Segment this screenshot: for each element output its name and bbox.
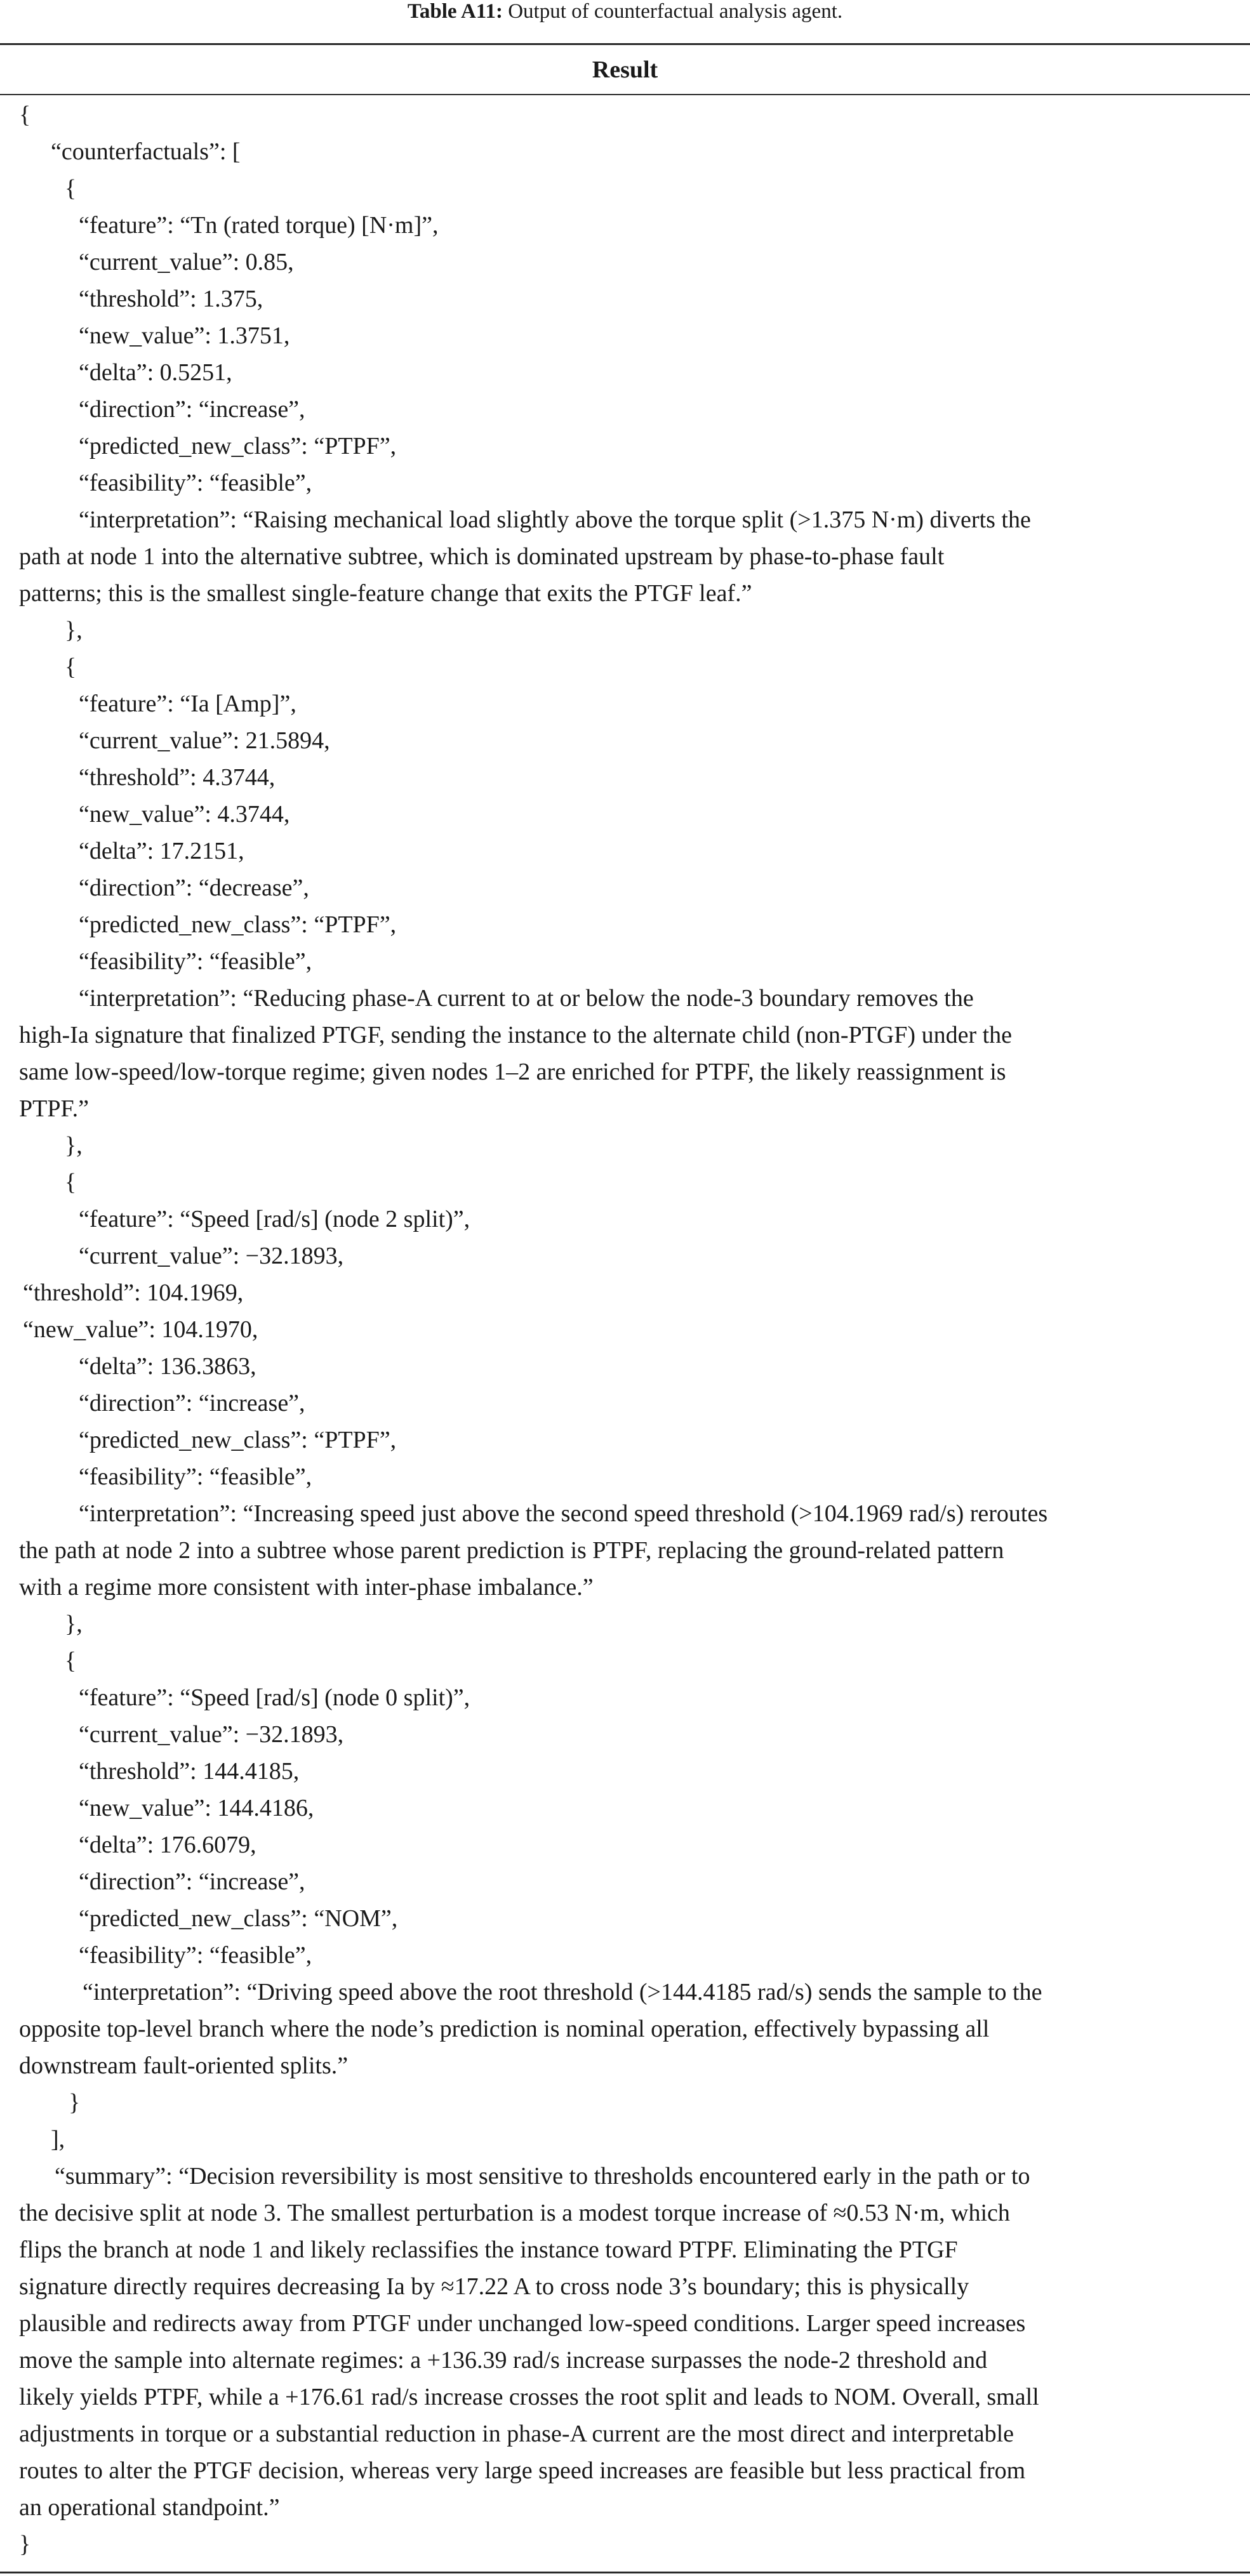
result-line: “new_value”: 104.1970, xyxy=(23,1316,258,1343)
result-line: “counterfactuals”: [ xyxy=(51,138,241,165)
result-line: “predicted_new_class”: “NOM”, xyxy=(79,1905,398,1932)
result-line: “feature”: “Tn (rated torque) [N·m]”, xyxy=(79,212,439,239)
result-line: opposite top-level branch where the node’s prediction is nominal operation, effectively bypassing all xyxy=(19,2016,990,2042)
result-line: “predicted_new_class”: “PTPF”, xyxy=(79,433,397,459)
result-line: “feature”: “Speed [rad/s] (node 0 split)”, xyxy=(79,1684,470,1711)
result-line: “direction”: “increase”, xyxy=(79,396,305,423)
result-line: signature directly requires decreasing Ia by ≈17.22 A to cross node 3’s boundary; this is physically xyxy=(19,2273,969,2300)
result-line: likely yields PTPF, while a +176.61 rad/s increase crosses the root split and leads to NOM. Overall, small xyxy=(19,2384,1039,2410)
result-line: }, xyxy=(65,1132,83,1159)
result-line: { xyxy=(65,654,77,680)
result-line: “interpretation”: “Reducing phase-A current to at or below the node-3 boundary removes the xyxy=(79,985,974,1012)
result-line: with a regime more consistent with inter-phase imbalance.” xyxy=(19,1574,594,1601)
result-line: “interpretation”: “Raising mechanical load slightly above the torque split (>1.375 N·m) diverts the xyxy=(79,506,1031,533)
result-line: }, xyxy=(65,1611,83,1637)
result-line: { xyxy=(65,175,77,202)
result-line: { xyxy=(65,1169,77,1196)
result-line: “delta”: 176.6079, xyxy=(79,1832,256,1858)
result-line: “new_value”: 144.4186, xyxy=(79,1795,314,1821)
result-line: ], xyxy=(51,2126,65,2153)
result-line: “delta”: 0.5251, xyxy=(79,359,232,386)
header-rule xyxy=(0,94,1250,95)
result-line: move the sample into alternate regimes: a +136.39 rad/s increase surpasses the node-2 threshold and xyxy=(19,2347,988,2374)
result-line: “threshold”: 4.3744, xyxy=(79,764,276,791)
table-caption-text: Output of counterfactual analysis agent. xyxy=(502,0,843,23)
result-line: “current_value”: −32.1893, xyxy=(79,1721,344,1748)
table-caption xyxy=(0,0,1250,46)
result-line: “direction”: “decrease”, xyxy=(79,875,309,901)
result-line: “feature”: “Ia [Amp]”, xyxy=(79,690,296,717)
result-line: “threshold”: 1.375, xyxy=(79,286,263,312)
top-rule xyxy=(0,43,1250,45)
result-line: downstream fault-oriented splits.” xyxy=(19,2052,349,2079)
result-line: an operational standpoint.” xyxy=(19,2494,280,2521)
result-line: “feasibility”: “feasible”, xyxy=(79,470,312,496)
result-line: path at node 1 into the alternative subtree, which is dominated upstream by phase-to-phase fault xyxy=(19,543,945,570)
result-line: “current_value”: 0.85, xyxy=(79,249,294,275)
result-line: “summary”: “Decision reversibility is most sensitive to thresholds encountered early in the path or to xyxy=(55,2163,1030,2190)
result-line: “predicted_new_class”: “PTPF”, xyxy=(79,1427,397,1453)
result-line: the decisive split at node 3. The smallest perturbation is a modest torque increase of ≈0.53 N·m, which xyxy=(19,2200,1010,2226)
result-line: the path at node 2 into a subtree whose parent prediction is PTPF, replacing the ground-related pattern xyxy=(19,1537,1004,1564)
result-line: plausible and redirects away from PTGF under unchanged low-speed conditions. Larger speed increases xyxy=(19,2310,1026,2337)
result-line: { xyxy=(19,102,31,128)
result-line: “feasibility”: “feasible”, xyxy=(79,1463,312,1490)
result-line: “current_value”: 21.5894, xyxy=(79,727,330,754)
result-line: “interpretation”: “Driving speed above the root threshold (>144.4185 rad/s) sends the sample to the xyxy=(83,1979,1042,2005)
result-line: }, xyxy=(65,617,83,644)
result-line: “delta”: 17.2151, xyxy=(79,838,244,864)
column-header-result: Result xyxy=(592,56,658,83)
result-line: } xyxy=(69,2089,81,2116)
result-line: adjustments in torque or a substantial reduction in phase-A current are the most direct and interpretable xyxy=(19,2421,1014,2447)
result-line: “current_value”: −32.1893, xyxy=(79,1243,344,1269)
bottom-rule xyxy=(0,2572,1250,2573)
result-line: { xyxy=(65,1648,77,1674)
result-line: high-Ia signature that finalized PTGF, sending the instance to the alternate child (non-PTGF) under the xyxy=(19,1022,1013,1048)
result-line: “new_value”: 1.3751, xyxy=(79,322,290,349)
result-line: “direction”: “increase”, xyxy=(79,1868,305,1895)
result-line: “interpretation”: “Increasing speed just above the second speed threshold (>104.1969 rad/s) reroutes xyxy=(79,1500,1048,1527)
result-line: “threshold”: 144.4185, xyxy=(79,1758,300,1785)
table-caption-label: Table A11: xyxy=(407,0,503,23)
result-line: } xyxy=(19,2531,31,2558)
result-line: “new_value”: 4.3744, xyxy=(79,801,290,828)
result-line: “delta”: 136.3863, xyxy=(79,1353,256,1380)
result-line: flips the branch at node 1 and likely reclassifies the instance toward PTPF. Eliminating the PTGF xyxy=(19,2236,958,2263)
result-line: “feasibility”: “feasible”, xyxy=(79,948,312,975)
result-line: “predicted_new_class”: “PTPF”, xyxy=(79,911,397,938)
result-line: same low-speed/low-torque regime; given nodes 1–2 are enriched for PTPF, the likely reassignment is xyxy=(19,1059,1006,1085)
result-line: “feasibility”: “feasible”, xyxy=(79,1942,312,1969)
result-line: routes to alter the PTGF decision, whereas very large speed increases are feasible but less practical from xyxy=(19,2457,1026,2484)
result-line: “direction”: “increase”, xyxy=(79,1390,305,1417)
result-line: patterns; this is the smallest single-feature change that exits the PTGF leaf.” xyxy=(19,580,752,607)
result-line: “feature”: “Speed [rad/s] (node 2 split)”, xyxy=(79,1206,470,1232)
result-line: “threshold”: 104.1969, xyxy=(23,1279,244,1306)
result-line: PTPF.” xyxy=(19,1095,89,1122)
